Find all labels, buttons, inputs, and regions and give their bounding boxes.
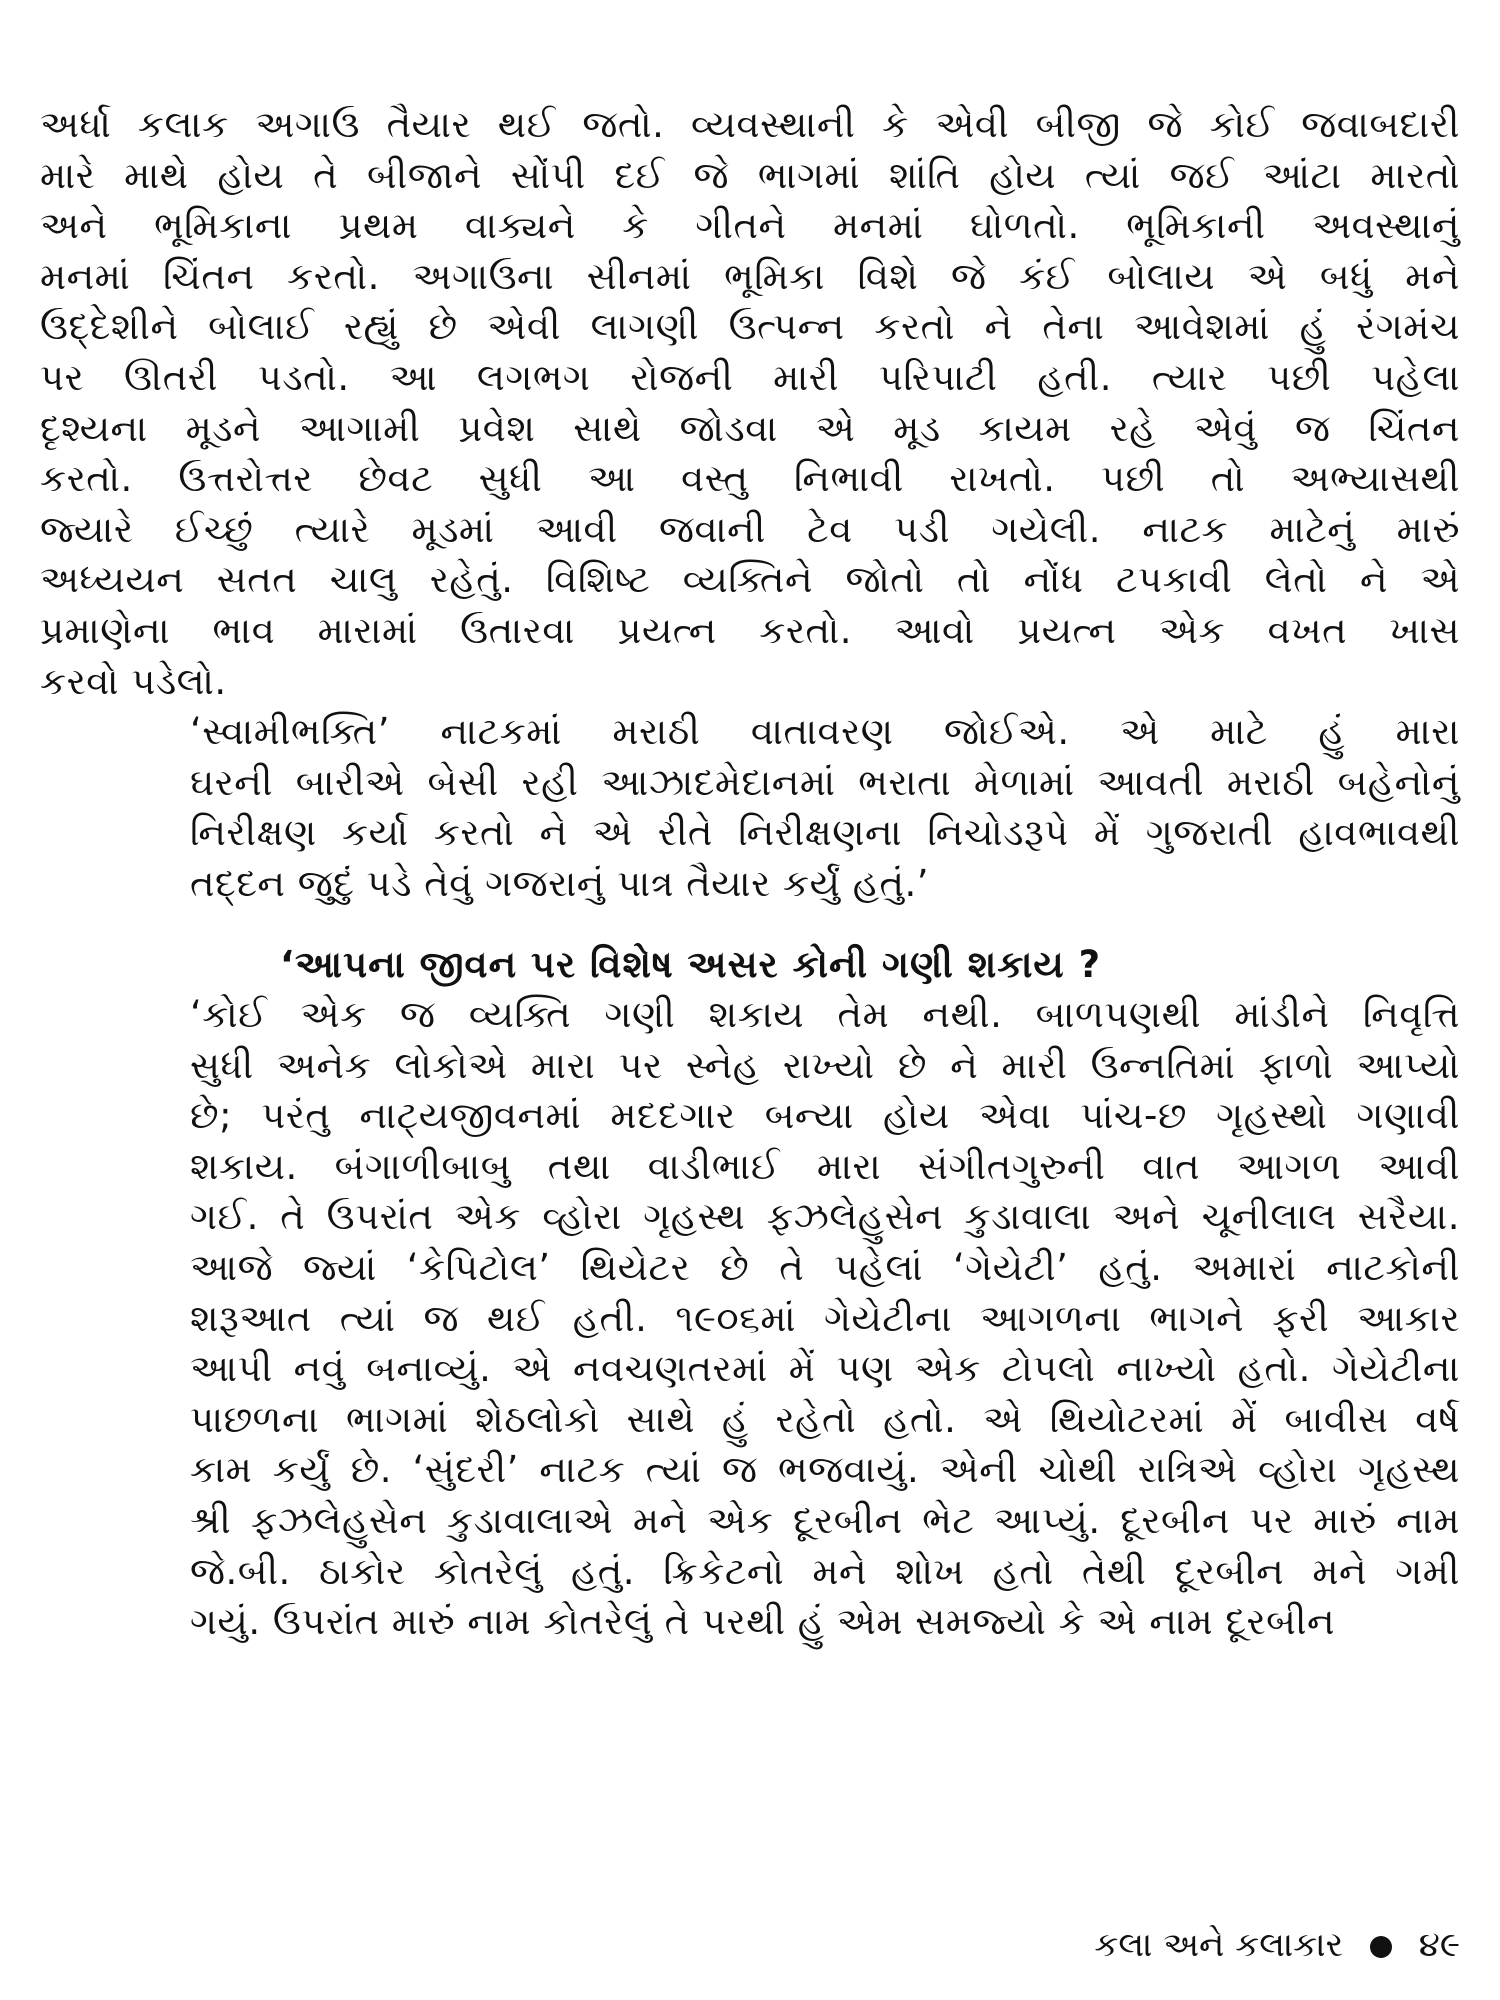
page-number: ૪૯	[1418, 1925, 1460, 1965]
paragraphs.0-line: કરવો પડેલો.	[40, 659, 227, 703]
running-title: કલા અને કલાકાર	[1094, 1925, 1344, 1965]
answer-line: શકાય. બંગાળીબાબુ તથા વાડીભાઈ મારા સંગીતગુરુની વાત આગળ આવી	[190, 1144, 1460, 1188]
paragraphs.0-line: મારે માથે હોય તે બીજાને સોંપી દઈ જે ભાગમાં શાંતિ હોય ત્યાં જઈ આંટા મારતો	[40, 153, 1460, 197]
paragraphs.0-line: કરતો. ઉત્તરોત્તર છેવટ સુધી આ વસ્તુ નિભાવી રાખતો. પછી તો અભ્યાસથી	[40, 457, 1460, 501]
paragraphs.0-line: પર ઊતરી પડતો. આ લગભગ રોજની મારી પરિપાટી હતી. ત્યાર પછી પહેલા	[40, 355, 1460, 399]
paragraphs.1-line: તદ્દન જુદું પડે તેવું ગજરાનું પાત્ર તૈયાર કર્યું હતું.’	[190, 861, 930, 905]
answer-line: આપી નવું બનાવ્યું. એ નવચણતરમાં મેં પણ એક ટોપલો નાખ્યો હતો. ગેયેટીના	[190, 1347, 1460, 1391]
paragraphs.0-line: ઉદ્દેશીને બોલાઈ રહ્યું છે એવી લાગણી ઉત્પન્ન કરતો ને તેના આવેશમાં હું રંગમંચ	[40, 305, 1460, 349]
answer-line: છે; પરંતુ નાટ્યજીવનમાં મદદગાર બન્યા હોય એવા પાંચ-છ ગૃહસ્થો ગણાવી	[190, 1094, 1460, 1138]
answer-line: જે.બી. ઠાકોર કોતરેલું હતું. ક્રિકેટનો મને શોખ હતો તેથી દૂરબીન મને ગમી	[190, 1549, 1460, 1593]
answer-line: ગઈ. તે ઉપરાંત એક વ્હોરા ગૃહસ્થ ફઝલેહુસેન કુડાવાલા અને ચૂનીલાલ સરૈયા.	[190, 1195, 1460, 1239]
paragraphs.0-line: અધ્યયન સતત ચાલુ રહેતું. વિશિષ્ટ વ્યક્તિને જોતો તો નોંધ ટપકાવી લેતો ને એ	[40, 558, 1460, 602]
bullet-separator	[1370, 1936, 1392, 1958]
answer-line: ગયું. ઉપરાંત મારું નામ કોતરેલું તે પરથી હું એમ સમજ્યો કે એ નામ દૂરબીન	[190, 1600, 1336, 1644]
answer-line: ‘કોઈ એક જ વ્યક્તિ ગણી શકાય તેમ નથી. બાળપણથી માંડીને નિવૃત્તિ	[190, 993, 1460, 1037]
section-heading: ‘આપના જીવન પર વિશેષ અસર કોની ગણી શકાય ?	[280, 942, 1102, 986]
paragraphs.1-line: ઘરની બારીએ બેસી રહી આઝાદમેદાનમાં ભરાતા મેળામાં આવતી મરાઠી બહેનોનું	[190, 760, 1460, 804]
paragraphs.0-line: દૃશ્યના મૂડને આગામી પ્રવેશ સાથે જોડવા એ મૂડ કાયમ રહે એવું જ ચિંતન	[40, 406, 1460, 450]
body-text	[40, 100, 1460, 1648]
answer-line: કામ કર્યું છે. ‘સુંદરી’ નાટક ત્યાં જ ભજવાયું. એની ચોથી રાત્રિએ વ્હોરા ગૃહસ્થ	[190, 1448, 1460, 1492]
paragraphs.0-line: મનમાં ચિંતન કરતો. અગાઉના સીનમાં ભૂમિકા વિશે જે કંઈ બોલાય એ બધું મને	[40, 254, 1460, 298]
paragraphs.1-line: ‘સ્વામીભક્તિ’ નાટકમાં મરાઠી વાતાવરણ જોઈએ. એ માટે હું મારા	[190, 710, 1460, 754]
answer-line: આજે જ્યાં ‘કેપિટોલ’ થિયેટર છે તે પહેલાં ‘ગેયેટી’ હતું. અમારાં નાટકોની	[190, 1246, 1460, 1290]
answer-line: શ્રી ફઝલેહુસેન કુડાવાલાએ મને એક દૂરબીન ભેટ આપ્યું. દૂરબીન પર મારું નામ	[190, 1499, 1460, 1543]
answer-line: શરૂઆત ત્યાં જ થઈ હતી. ૧૯૦૬માં ગેયેટીના આગળના ભાગને ફરી આકાર	[190, 1296, 1460, 1340]
paragraphs.0-line: જ્યારે ઈચ્છું ત્યારે મૂડમાં આવી જવાની ટેવ પડી ગયેલી. નાટક માટેનું મારું	[40, 507, 1460, 551]
paragraphs.1-line: નિરીક્ષણ કર્યા કરતો ને એ રીતે નિરીક્ષણના નિચોડરૂપે મેં ગુજરાતી હાવભાવથી	[190, 811, 1460, 855]
answer-line: સુધી અનેક લોકોએ મારા પર સ્નેહ રાખ્યો છે ને મારી ઉન્નતિમાં ફાળો આપ્યો	[190, 1043, 1460, 1087]
answer-paragraph	[40, 990, 1460, 1648]
paragraph-2	[40, 707, 1460, 909]
paragraphs.0-line: પ્રમાણેના ભાવ મારામાં ઉતારવા પ્રયત્ન કરતો. આવો પ્રયત્ન એક વખત ખાસ	[40, 608, 1460, 652]
paragraphs.0-line: અર્ધા કલાક અગાઉ તૈયાર થઈ જતો. વ્યવસ્થાની કે એવી બીજી જે કોઈ જવાબદારી	[40, 103, 1460, 146]
page-footer	[1094, 1925, 1460, 1965]
paragraphs.0-line: અને ભૂમિકાના પ્રથમ વાક્યને કે ગીતને મનમાં ઘોળતો. ભૂમિકાની અવસ્થાનું	[40, 204, 1460, 248]
answer-line: પાછળના ભાગમાં શેઠલોકો સાથે હું રહેતો હતો. એ થિયોટરમાં મેં બાવીસ વર્ષ	[190, 1397, 1460, 1441]
paragraph-1	[40, 100, 1460, 707]
